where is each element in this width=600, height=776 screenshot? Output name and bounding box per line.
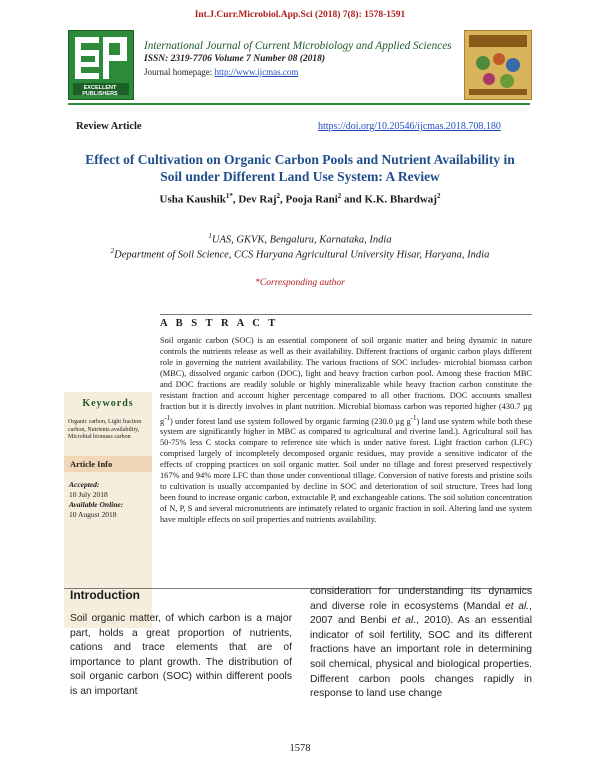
author-affiliation-mark: 2 (276, 192, 281, 200)
intro-text: ., 2010). As an essential indicator of soil fertility, SOC and its different fractions have an important role in determining soil chemical, physical and biological properties. Different carbon pools changes rapidly in response to land use change (310, 615, 532, 700)
author-list: Usha Kaushik$^{1*}$, Dev Raj$^2$, Pooja Rani$^2$ and K.K. Bhardwaj$^2$ (159, 192, 441, 206)
keywords-heading: Keywords (82, 398, 134, 409)
title-line-1: Effect of Cultivation on Organic Carbon Pools and Nutrient Availability in (85, 152, 515, 167)
doi-line (318, 121, 501, 132)
accepted-label: Accepted: (69, 480, 100, 489)
journal-homepage (144, 67, 298, 77)
journal-name: International Journal of Current Microbiology and Applied Sciences (144, 40, 452, 52)
introduction-heading: Introduction (70, 588, 140, 602)
affiliation-text: UAS, GKVK, Bengaluru, Karnataka, India (211, 234, 392, 246)
unit-exponent: -1 (410, 413, 417, 422)
affiliation-mark: 1 (208, 232, 212, 240)
corresponding-author-note: *Corresponding author (255, 278, 345, 288)
author-name: Pooja Rani (285, 193, 338, 206)
title-line-2: Soil under Different Land Use System: A Review (160, 169, 440, 184)
introduction-column-1: Soil organic matter, of which carbon is a major part, holds a great proportion of nutrients, cations and trace elements that are of importance to plant growth. The distribution of soil organic carbon (SOC) within different pools is an important (70, 613, 292, 697)
journal-cover-icon (464, 30, 532, 100)
keywords-list: Organic carbon, Light fraction carbon, Nutrients availability, Microbial biomass carbon (68, 419, 142, 441)
introduction-column-2 (310, 585, 532, 702)
affiliation-1 (60, 232, 540, 246)
issn-line: ISSN: 2319-7706 Volume 7 Number 08 (2018) (144, 54, 326, 64)
running-head: Int.J.Curr.Microbiol.App.Sci (2018) 7(8): 1578-1591 (194, 10, 406, 20)
affiliation-text: Department of Soil Science, CCS Haryana Agricultural University Hisar, Haryana, India (114, 249, 490, 261)
homepage-link[interactable]: http://www.ijcmas.com (214, 67, 299, 77)
header-divider (68, 103, 530, 105)
abstract-divider (160, 314, 532, 315)
author-name: Dev Raj (238, 193, 277, 206)
intro-etal: et al. (505, 600, 530, 612)
accepted-date: 10 July 2018 (69, 490, 108, 499)
article-info-heading (64, 456, 152, 472)
author-name: K.K. Bhardwaj (364, 193, 437, 206)
homepage-label: Journal homepage: (144, 67, 215, 77)
logo-text: EXCELLENT PUBLISHERS (82, 85, 118, 97)
author-affiliation-mark: 2 (337, 192, 342, 200)
online-date: 10 August 2018 (69, 510, 117, 519)
author-affiliation-mark: 1* (225, 192, 233, 200)
author-affiliation-mark: 2 (436, 192, 441, 200)
affiliation-2 (60, 247, 540, 261)
intro-etal: et al (391, 615, 414, 627)
author-name: Usha Kaushik (159, 193, 226, 206)
article-title (60, 151, 540, 185)
abstract-body: Soil organic carbon (SOC) is an essential component of soil organic matter and being dynamic in nature controls the nutrients release as well as their availability. Different fractions of organic carbon plays different role in governing the nutrient availability. The various fractions of SOC includes- microbial biomass carbon (MBC), dissolved organic carbon (DOC), light and heavy fraction carbon pool. Among these fraction MBC and DOC fractions are readily soluble or highly mineralizable while heavy fraction carbon constitute the resistant fraction and account higher percentage compared to all other fractions. DOC accounts smallest fraction but it is directly involves in plant nutrition. Microbial biomass carbon was reported higher (430.7 µg $g^{-1}$) under forest land use system followed by organic farming (230.0 µg $g^{-1}$) land use system while both these system are significantly higher in MBC as compared to agricultural and riverine land.). Agricultural soil has 50-75% less C stocks compare to reference site which is under native forest. Light fraction carbon (LFC) comprised largely of incompletely decomposed organic residues, may provide a sensitive indicator of the effects of cropping practices on soil organic matter. Soil under no tillage and forest preserved respectively 167% and 94% more LFC than those under conventional tillage. Conversion of native forests and pristine soils to cultivation is usually accompanied by decline in SOC and deterioration of soil structure. Trees had long been found to increase organic carbon, extractable P, and exchangeable cations. The soil solution concentration of N, P, S and several micronutrients are intimately related to organic fraction in soil. Altering land use system have multiple effects on soil properties and nutrients availability. (160, 336, 532, 525)
article-type: Review Article (76, 121, 142, 132)
unit-exponent: -1 (164, 413, 171, 422)
article-info-label: Article Info (70, 459, 113, 469)
intro-text: , 2007 and Benbi (310, 600, 532, 627)
intro-text: consideration for understanding its dynamics and diverse role in ecosystems (Mandal (310, 586, 532, 612)
page-number: 1578 (289, 743, 311, 754)
online-label: Available Online: (69, 500, 124, 509)
abstract-heading: A B S T R A C T (160, 318, 279, 329)
doi-link[interactable]: https://doi.org/10.20546/ijcmas.2018.708.180 (318, 121, 501, 132)
affiliation-mark: 2 (110, 247, 115, 255)
